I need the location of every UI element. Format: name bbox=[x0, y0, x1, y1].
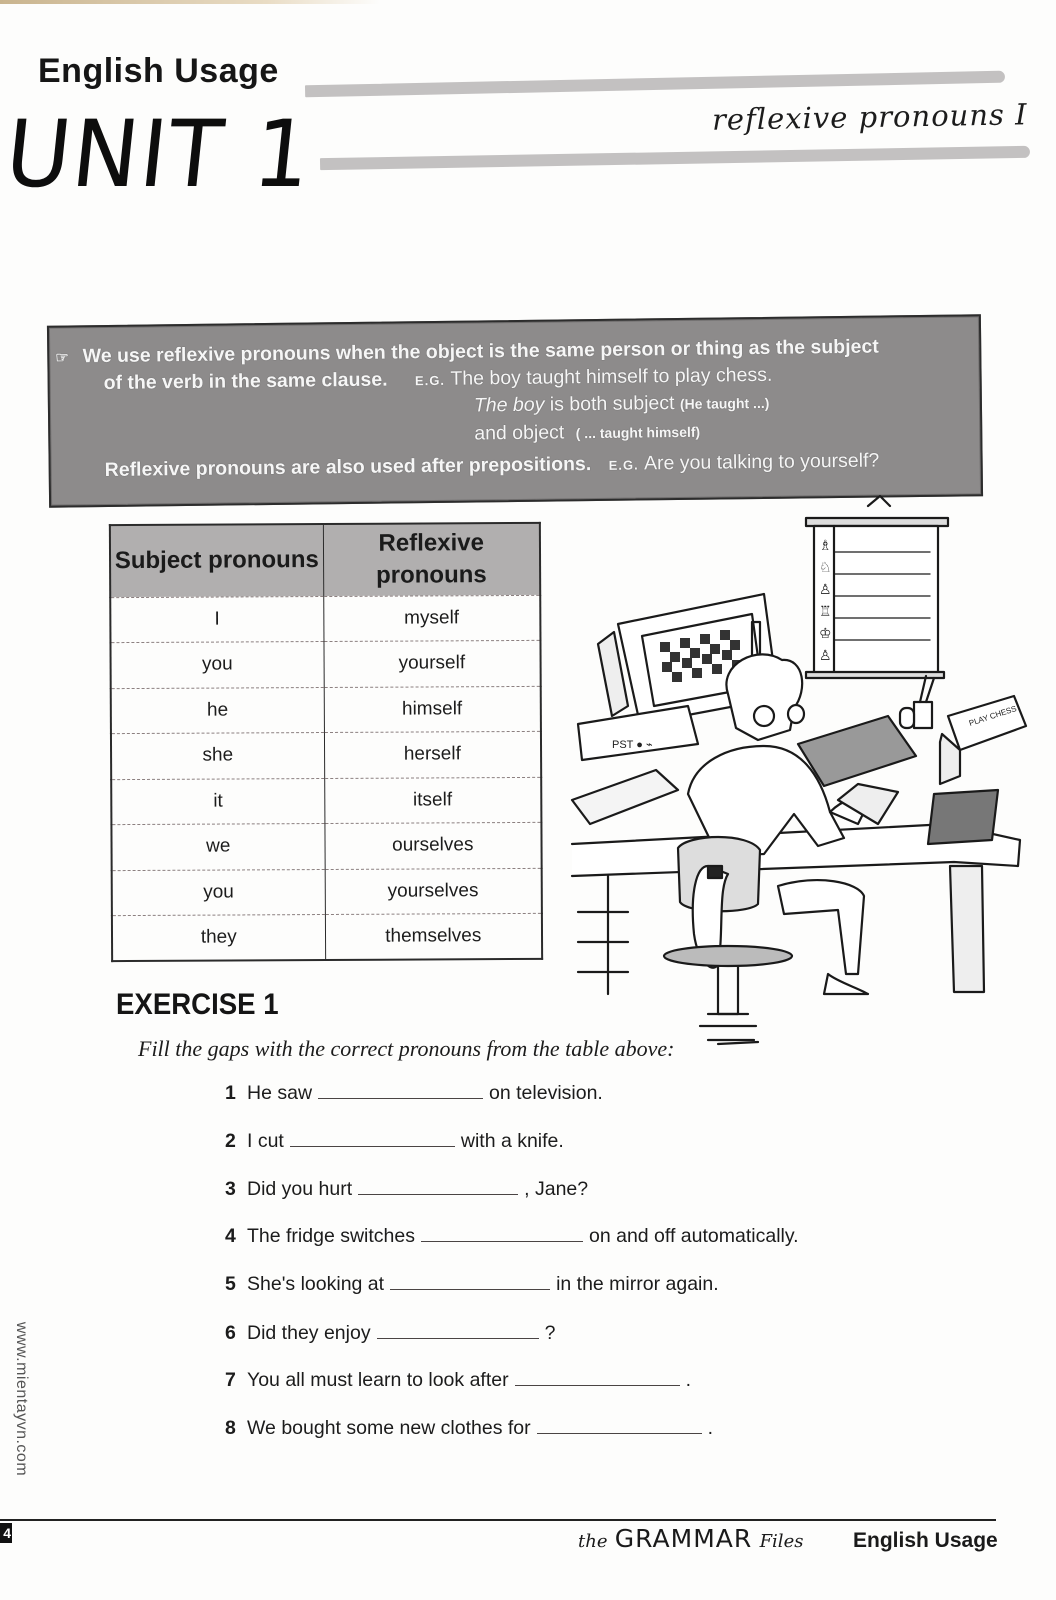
exercise-item: 5 She's looking at in the mirror again. bbox=[225, 1273, 719, 1295]
table-row bbox=[111, 686, 541, 734]
svg-text:♗: ♗ bbox=[819, 537, 832, 553]
rule-box bbox=[47, 314, 983, 507]
svg-text:♔: ♔ bbox=[819, 625, 832, 641]
exercise-item: 7 You all must learn to look after . bbox=[225, 1369, 692, 1391]
svg-text:PST ● ⌁: PST ● ⌁ bbox=[612, 739, 653, 751]
answer-blank[interactable] bbox=[390, 1274, 550, 1290]
exercise-item: 3 Did you hurt , Jane? bbox=[225, 1178, 589, 1200]
chess-boy-illustration bbox=[568, 494, 1028, 1054]
exercise-item: 8 We bought some new clothes for . bbox=[225, 1417, 714, 1439]
table-row bbox=[110, 595, 540, 643]
subject-cell: you bbox=[112, 869, 325, 916]
footer-brand: the GRAMMAR Files bbox=[578, 1524, 804, 1553]
table-row bbox=[111, 822, 541, 870]
series-title: English Usage bbox=[38, 52, 279, 90]
footer-series: English Usage bbox=[853, 1529, 998, 1552]
decorative-brush-stroke bbox=[320, 146, 1030, 170]
reflexive-cell: itself bbox=[324, 777, 541, 824]
reflexive-cell: themselves bbox=[325, 913, 542, 960]
column-header-subject: Subject pronouns bbox=[110, 524, 323, 597]
answer-blank[interactable] bbox=[358, 1179, 518, 1195]
exercise-item: 6 Did they enjoy ? bbox=[225, 1322, 556, 1344]
rule-line-3: The boy is both subject (He taught ...) bbox=[473, 392, 770, 417]
reflexive-cell: yourself bbox=[323, 640, 540, 687]
topic-title: reflexive pronouns I bbox=[711, 97, 1028, 137]
exercise-title: EXERCISE 1 bbox=[116, 988, 279, 1021]
svg-text:♙: ♙ bbox=[819, 647, 832, 663]
unit-title: UNIT 1 bbox=[0, 100, 318, 209]
reflexive-cell: myself bbox=[323, 595, 540, 642]
svg-text:♙: ♙ bbox=[819, 581, 832, 597]
pronoun-table bbox=[109, 522, 543, 962]
keyboard-icon bbox=[572, 770, 678, 824]
rule-line-2: of the verb in the same clause. E.G. The boy taught himself to play chess. bbox=[103, 363, 773, 395]
subject-cell: I bbox=[110, 596, 323, 643]
answer-blank[interactable] bbox=[377, 1323, 539, 1339]
wall-chart-icon bbox=[806, 496, 948, 678]
svg-text:PLAY CHESS: PLAY CHESS bbox=[967, 704, 1018, 728]
subject-cell: we bbox=[111, 824, 324, 871]
reflexive-cell: himself bbox=[324, 686, 541, 733]
reflexive-cell: herself bbox=[324, 731, 541, 778]
rule-line-4: and object ( ... taught himself) bbox=[474, 421, 701, 445]
subject-cell: it bbox=[111, 778, 324, 825]
reflexive-cell: ourselves bbox=[324, 822, 541, 869]
decorative-brush-stroke bbox=[305, 71, 1005, 98]
table-row bbox=[110, 640, 540, 688]
answer-blank[interactable] bbox=[515, 1370, 680, 1386]
subject-cell: you bbox=[110, 642, 323, 689]
svg-text:♖: ♖ bbox=[819, 603, 832, 619]
exercise-item: 1 He saw on television. bbox=[225, 1082, 603, 1104]
answer-blank[interactable] bbox=[421, 1226, 583, 1242]
table-row bbox=[111, 731, 541, 779]
answer-blank[interactable] bbox=[318, 1083, 483, 1099]
watermark: www.mientayvn.com bbox=[13, 1321, 31, 1477]
footer-rule bbox=[0, 1519, 996, 1521]
scan-edge bbox=[0, 0, 380, 4]
page-number: 4 bbox=[0, 1523, 12, 1543]
exercise-item: 2 I cut with a knife. bbox=[225, 1130, 564, 1152]
subject-cell: he bbox=[111, 687, 324, 734]
exercise-instruction: Fill the gaps with the correct pronouns from the table above: bbox=[138, 1036, 675, 1061]
reflexive-cell: yourselves bbox=[325, 868, 542, 915]
pointing-hand-icon: ☞ bbox=[55, 349, 69, 367]
table-row bbox=[112, 913, 542, 961]
column-header-reflexive: Reflexive pronouns bbox=[323, 523, 540, 596]
rule-line-5: Reflexive pronouns are also used after prepositions. E.G. Are you talking to yourself? bbox=[104, 449, 880, 482]
answer-blank[interactable] bbox=[537, 1418, 702, 1434]
table-row bbox=[111, 777, 541, 825]
subject-cell: they bbox=[112, 915, 325, 962]
subject-cell: she bbox=[111, 733, 324, 780]
rule-line-1: ☞ We use reflexive pronouns when the object is the same person or thing as the subject bbox=[55, 335, 879, 368]
table-row bbox=[112, 868, 542, 916]
table-header-row bbox=[110, 523, 540, 597]
answer-blank[interactable] bbox=[290, 1131, 455, 1147]
svg-text:♘: ♘ bbox=[819, 559, 832, 575]
computer-base-icon bbox=[578, 706, 698, 760]
exercise-item: 4 The fridge switches on and off automatically. bbox=[225, 1225, 799, 1247]
